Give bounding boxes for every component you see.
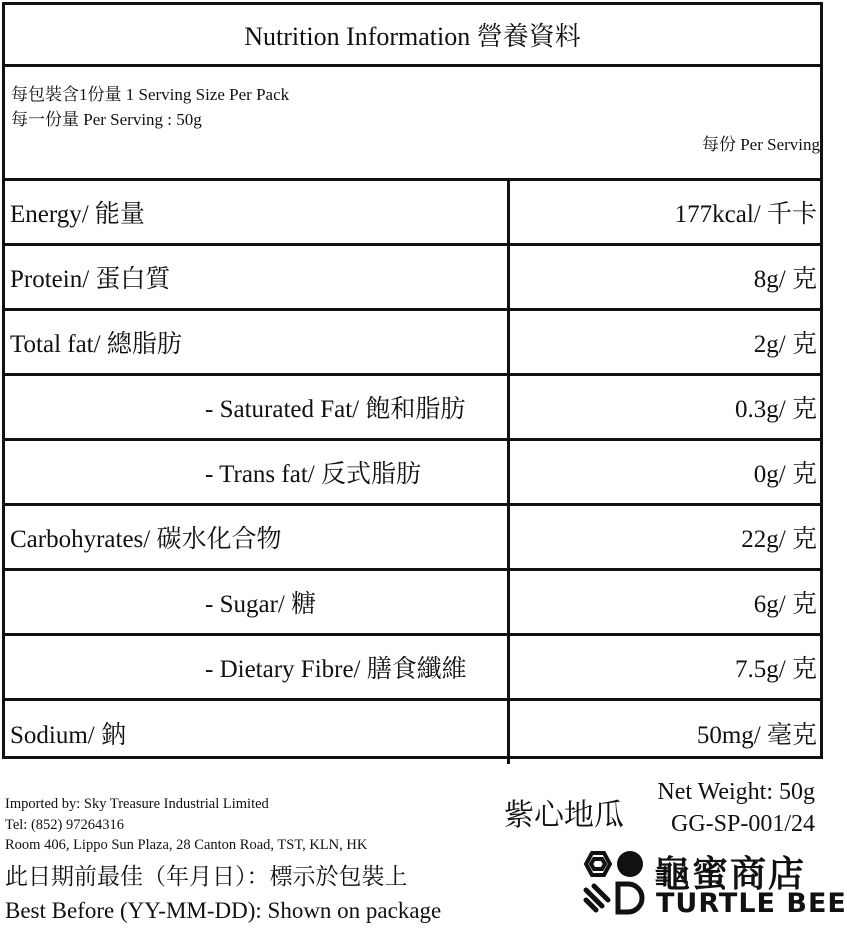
nutrient-row (5, 441, 820, 506)
nutrient-row (5, 506, 820, 571)
nutrient-row (5, 246, 820, 311)
nutrient-label: Sodium/ 鈉 (5, 701, 510, 764)
nutrient-label: - Saturated Fat/ 飽和脂肪 (5, 376, 510, 438)
best-before-cn: 此日期前最佳（年月日）：標示於包裝上 (5, 864, 408, 889)
nutrient-rows (5, 181, 820, 764)
brand-name-en: TURTLE BEE (656, 888, 847, 919)
product-code: GG-SP-001/24 (670, 811, 815, 837)
nutrient-label: Energy/ 能量 (5, 181, 510, 243)
best-before (5, 860, 441, 928)
importer-address: Room 406, Lippo Sun Plaza, 28 Canton Road, TST, KLN, HK (5, 837, 368, 853)
best-before-en: Best Before (YY-MM-DD): Shown on package (5, 898, 442, 923)
product-name: 紫心地瓜 (504, 799, 624, 832)
serving-info (5, 67, 820, 181)
nutrient-label: - Dietary Fibre/ 膳食纖維 (5, 636, 510, 698)
nutrient-row (5, 181, 820, 246)
nutrient-value: 8g/ 克 (753, 266, 817, 293)
importer-name: Imported by: Sky Treasure Industrial Limited (5, 796, 269, 812)
footer (0, 760, 847, 930)
brand-name-cn: 龜蜜商店 (654, 854, 807, 895)
nutrient-row (5, 311, 820, 376)
nutrient-row (5, 636, 820, 701)
net-weight-block (657, 776, 815, 840)
turtle-bee-logo-icon (578, 848, 650, 918)
nutrient-label: Protein/ 蛋白質 (5, 246, 510, 308)
nutrient-value: 50mg/ 毫克 (696, 721, 817, 749)
nutrient-label: - Sugar/ 糖 (5, 571, 510, 633)
per-serving-line: 每一份量 Per Serving : 50g (11, 110, 202, 129)
panel-title: Nutrition Information 營養資料 (5, 5, 820, 67)
nutrient-value: 2g/ 克 (753, 331, 817, 358)
nutrient-row (5, 571, 820, 636)
nutrient-row (5, 701, 820, 764)
nutrient-label: - Trans fat/ 反式脂肪 (5, 441, 510, 503)
importer-phone: Tel: (852) 97264316 (5, 816, 124, 833)
brand-logo (578, 848, 847, 922)
nutrition-panel (2, 2, 823, 759)
nutrient-value: 7.5g/ 克 (735, 656, 817, 683)
net-weight: Net Weight: 50g (657, 779, 815, 805)
serving-size-line: 每包裝含1份量 1 Serving Size Per Pack (11, 85, 290, 104)
importer-info (5, 794, 367, 856)
nutrient-label: Total fat/ 總脂肪 (5, 311, 510, 373)
nutrient-value: 0g/ 克 (753, 461, 817, 488)
nutrient-label: Carbohyrates/ 碳水化合物 (5, 506, 510, 568)
nutrient-row (5, 376, 820, 441)
per-serving-column-header: 每份 Per Serving (701, 135, 820, 154)
nutrient-value: 22g/ 克 (741, 526, 817, 553)
nutrient-value: 0.3g/ 克 (735, 396, 817, 423)
nutrient-value: 177kcal/ 千卡 (674, 201, 817, 228)
nutrient-value: 6g/ 克 (753, 591, 817, 618)
